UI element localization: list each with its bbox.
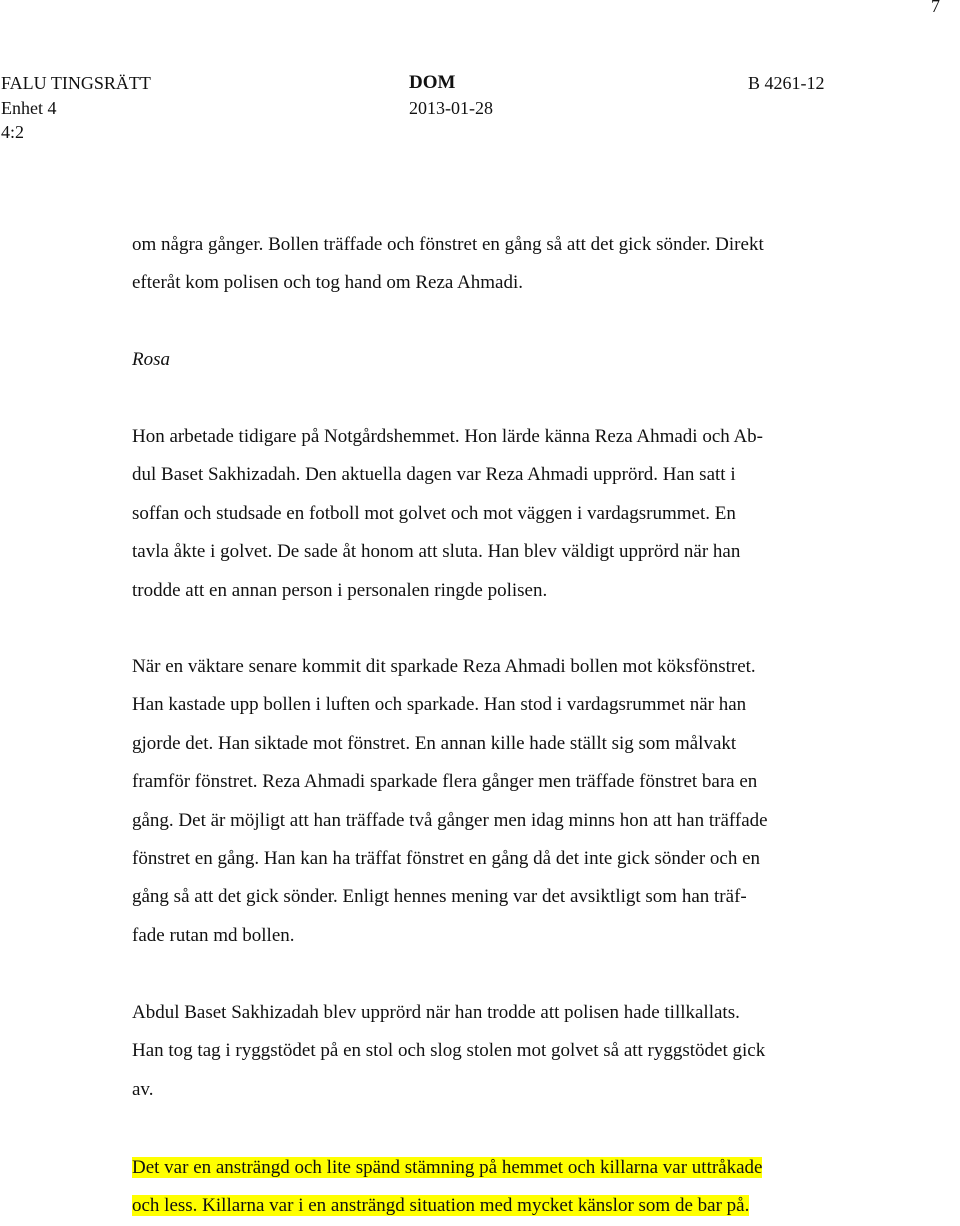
paragraph-testimony-3 [132, 994, 892, 1109]
witness-name: Rosa [132, 349, 170, 370]
paragraph-continuation [132, 226, 892, 303]
text-line: om några gånger. Bollen träffade och fönstret en gång så att det gick sönder. Direkt [132, 234, 764, 255]
text-line: soffan och studsade en fotboll mot golvet och mot väggen i vardagsrummet. En [132, 502, 736, 524]
document-date: 2013-01-28 [409, 98, 493, 118]
page-number: 7 [931, 0, 940, 16]
unit-reference: 4:2 [1, 122, 25, 142]
text-line: gång så att det gick sönder. Enligt hennes mening var det avsiktligt som han träf- [132, 886, 747, 908]
document-type: DOM [409, 72, 456, 93]
paragraph-testimony-2 [132, 648, 892, 955]
text-line: Han tog tag i ryggstödet på en stol och slog stolen mot golvet så att ryggstödet gick [132, 1040, 766, 1062]
paragraph-highlighted [132, 1149, 892, 1226]
text-line: gjorde det. Han siktade mot fönstret. En annan kille hade ställt sig som målvakt [132, 732, 737, 754]
text-line [132, 1187, 892, 1225]
text-line: framför fönstret. Reza Ahmadi sparkade flera gånger men träffade fönstret bara en [132, 771, 758, 793]
text-line: Han kastade upp bollen i luften och sparkade. Han stod i vardagsrummet när han [132, 694, 747, 716]
paragraph-testimony-1 [132, 418, 892, 610]
text-line: trodde att en annan person i personalen ringde polisen. [132, 579, 548, 601]
text-line: tavla åkte i golvet. De sade åt honom att sluta. Han blev väldigt upprörd när han [132, 541, 741, 563]
text-line [132, 1149, 892, 1187]
text-line: Hon arbetade tidigare på Notgårdshemmet. Hon lärde känna Reza Ahmadi och Ab- [132, 426, 764, 447]
court-unit: Enhet 4 [1, 98, 57, 118]
text-line: gång. Det är möjligt att han träffade två gånger men idag minns hon att han träffade [132, 809, 768, 831]
witness-heading [132, 341, 892, 379]
text-line: fade rutan md bollen. [132, 924, 295, 946]
text-line: efteråt kom polisen och tog hand om Reza Ahmadi. [132, 272, 523, 294]
text-line: När en väktare senare kommit dit sparkade Reza Ahmadi bollen mot köksfönstret. [132, 656, 756, 677]
court-name: FALU TINGSRÄTT [1, 73, 151, 93]
text-line: Abdul Baset Sakhizadah blev upprörd när han trodde att polisen hade tillkallats. [132, 1002, 740, 1023]
text-line: fönstret en gång. Han kan ha träffat fönstret en gång då det inte gick sönder och en [132, 847, 761, 869]
case-number: B 4261-12 [748, 73, 825, 93]
highlighted-text: och less. Killarna var i en ansträngd situation med mycket känslor som de bar på. [132, 1195, 750, 1217]
highlighted-text: Det var en ansträngd och lite spänd stämning på hemmet och killarna var uttråkade [132, 1157, 763, 1178]
text-line: dul Baset Sakhizadah. Den aktuella dagen var Reza Ahmadi upprörd. Han satt i [132, 464, 736, 486]
text-line: av. [132, 1078, 154, 1100]
